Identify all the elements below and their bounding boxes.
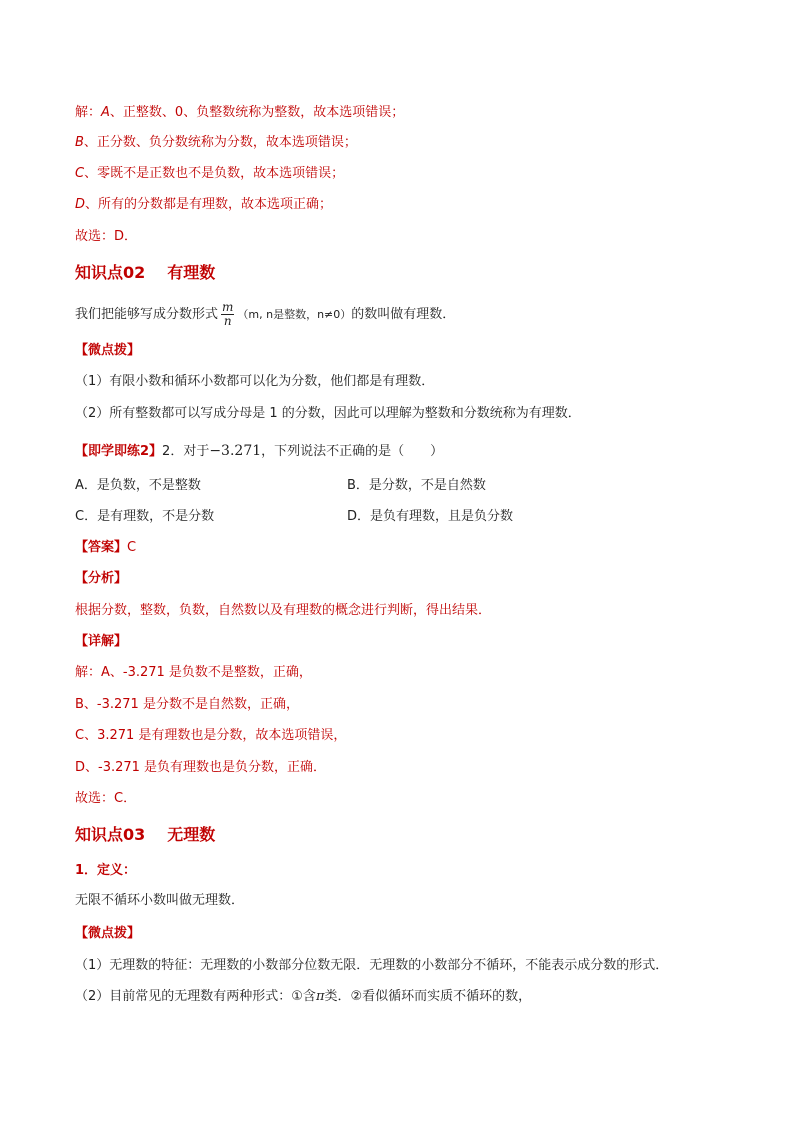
option-letter-d: D <box>75 197 86 212</box>
definition-prefix: 我们把能够写成分数形式 <box>75 307 219 322</box>
pi-symbol: π <box>315 989 325 1004</box>
detail-line-d: D、-3.271 是负有理数也是负分数，正确． <box>75 760 327 775</box>
option-d: D．是负有理数，且是负分数 <box>347 509 514 524</box>
tip-label-02: 【微点拨】 <box>75 343 141 358</box>
tip-item-1: （1）有限小数和循环小数都可以化为分数，他们都是有理数． <box>75 374 435 389</box>
fraction-m-over-n: $\frac{m}{n}$ <box>222 300 234 328</box>
answer-label: 【答案】 <box>75 540 128 555</box>
section-heading-02 <box>75 262 215 284</box>
detail-choice: 故选：C． <box>75 791 137 806</box>
section-title: 无理数 <box>167 825 216 844</box>
solution-line-c <box>75 164 344 184</box>
section-title: 有理数 <box>167 263 216 282</box>
section-number: 知识点03 <box>75 825 146 844</box>
irrational-definition: 无限不循环小数叫做无理数． <box>75 893 245 908</box>
definition-suffix: 的数叫做有理数． <box>351 307 456 322</box>
solution-choice: 故选：D． <box>75 229 138 244</box>
solution-text-c: 、零既不是正数也不是负数，故本选项错误； <box>84 166 345 181</box>
option-letter-a: A <box>101 105 110 120</box>
tip-item-2: （2）所有整数都可以写成分母是 1 的分数，因此可以理解为整数和分数统称为有理数． <box>75 406 581 421</box>
answer-value: C <box>127 540 137 555</box>
definition-condition: （m, n是整数，n≠0） <box>237 308 352 321</box>
option-letter-b: B <box>75 135 84 150</box>
option-a: A．是负数，不是整数 <box>75 478 201 493</box>
detail-label: 【详解】 <box>75 634 128 649</box>
solution-line-b <box>75 133 357 153</box>
tip-label-03: 【微点拨】 <box>75 926 141 941</box>
tip-item-1: （1）无理数的特征：无理数的小数部分位数无限．无理数的小数部分不循环，不能表示成分数的形式． <box>75 958 669 973</box>
tip-text-prefix: （2）目前常见的无理数有两种形式：①含 <box>75 989 316 1004</box>
solution-line-d <box>75 195 332 215</box>
question-number: −3.271 <box>209 443 262 459</box>
detail-line-c: C、3.271 是有理数也是分数，故本选项错误， <box>75 728 347 743</box>
section-heading-03 <box>75 824 215 846</box>
definition-label: 1．定义： <box>75 863 137 878</box>
option-letter-c: C <box>75 166 85 181</box>
answer-line <box>75 538 136 558</box>
section-number: 知识点02 <box>75 263 146 282</box>
solution-prefix: 解： <box>75 105 102 120</box>
option-c: C．是有理数，不是分数 <box>75 509 215 524</box>
detail-line-b: B、-3.271 是分数不是自然数，正确， <box>75 697 299 712</box>
tip-item-2 <box>75 987 531 1007</box>
analysis-label: 【分析】 <box>75 571 128 586</box>
solution-text-d: 、所有的分数都是有理数，故本选项正确； <box>85 197 333 212</box>
options-row-2 <box>75 507 715 527</box>
rational-definition <box>75 300 455 330</box>
solution-line-a <box>75 103 404 123</box>
detail-line-a: 解：A、-3.271 是负数不是整数，正确， <box>75 665 312 680</box>
solution-text-a: 、正整数、0、负整数统称为整数，故本选项错误； <box>109 105 405 120</box>
tip-text-suffix: 类．②看似循环而实质不循环的数， <box>324 989 532 1004</box>
options-row-1 <box>75 476 715 496</box>
question-prefix: 2．对于 <box>162 444 210 459</box>
question-suffix: ，下列说法不正确的是（ ） <box>261 444 444 459</box>
option-b: B．是分数，不是自然数 <box>347 478 486 493</box>
exercise-label: 【即学即练2】 <box>75 444 163 459</box>
analysis-text: 根据分数，整数，负数，自然数以及有理数的概念进行判断，得出结果． <box>75 603 492 618</box>
solution-text-b: 、正分数、负分数统称为分数，故本选项错误； <box>83 135 357 150</box>
exercise-question <box>75 441 443 462</box>
